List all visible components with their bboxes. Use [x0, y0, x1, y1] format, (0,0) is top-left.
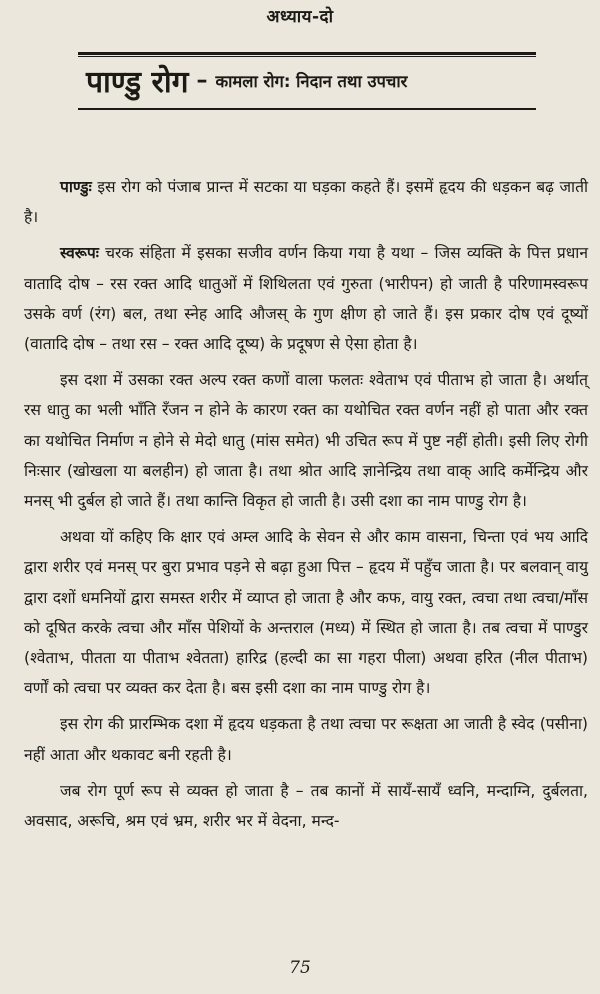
title-rule-top-thin: [78, 56, 536, 57]
title-rule-top: [78, 52, 536, 55]
title-subtitle: कामला रोग: निदान तथा उपचार: [215, 72, 408, 91]
page-number: 75: [289, 958, 311, 978]
chapter-title: [86, 60, 407, 101]
paragraph: [24, 776, 588, 836]
paragraph: [24, 522, 588, 703]
paragraph: [24, 238, 588, 359]
paragraph-text: इस रोग की प्रारम्भिक दशा में हृदय धड़कता है तथा त्वचा पर रूक्षता आ जाती है स्वेद (पसीना) नहीं आता और थकावट बनी रहती है।: [24, 715, 588, 764]
chapter-heading: अध्याय-दो: [266, 7, 334, 27]
title-dash: –: [196, 68, 208, 93]
paragraph-lead: पाण्डुः: [60, 178, 92, 196]
paragraph: [24, 709, 588, 769]
paragraph: [24, 365, 588, 516]
body-text: [24, 172, 588, 842]
title-rule-bottom: [78, 108, 536, 110]
paragraph-text: जब रोग पूर्ण रूप से व्यक्त हो जाता है – तब कानों में सायँ-सायँ ध्वनि, मन्दाग्नि, दुर्बलता, अवसाद, अरूचि, श्रम एवं भ्रम, शरीर भर में वेदना, मन्द-: [24, 781, 588, 831]
paragraph-text: अथवा यों कहिए कि क्षार एवं अम्ल आदि के सेवन से और काम वासना, चिन्ता एवं भय आदि द्वारा शरीर एवं मनस् पर बुरा प्रभाव पड़ने से बढ़ा हुआ पित्त – हृदय में पहुँच जाता है। पर बलवान् वायु द्वारा दशों धमनियों द्वारा समस्त शरीर में व्याप्त हो जाता है और कफ, वायु रक्त, त्वचा तथा त्वचा/माँस को दूषित करके त्वचा और माँस पेशियों के अन्तराल (मध्य) में स्थित हो जाता है। तब त्वचा में पाण्डुर (श्वेताभ, पीतता या पीताभ श्वेतता) हारिद्र (हल्दी का सा गहरा पीला) अथवा हरित (नील पीताभ) वर्णों को त्वचा पर व्यक्त कर देता है। बस इसी दशा का नाम पाण्डु रोग है।: [24, 528, 588, 698]
paragraph-text: चरक संहिता में इसका सजीव वर्णन किया गया है यथा – जिस व्यक्ति के पित्त प्रधान वातादि दोष – रस रक्त आदि धातुओं में शिथिलता एवं गुरुता (भारीपन) हो जाती है परिणामस्वरूप उसके वर्ण (रंग) बल, तथा स्नेह आदि औजस् के गुण क्षीण हो जाते हैं। इस प्रकार दोष एवं दूष्यों (वातादि दोष – तथा रस – रक्त आदि दूष्य) के प्रदूषण से ऐसा होता है।: [24, 244, 588, 354]
paragraph-text: इस रोग को पंजाब प्रान्त में सटका या घड़का कहते हैं। इसमें हृदय की धड़कन बढ़ जाती है।: [24, 178, 588, 227]
paragraph: [24, 172, 588, 232]
paragraph-lead: स्वरूपः: [60, 244, 99, 263]
paragraph-text: इस दशा में उसका रक्त अल्प रक्त कणों वाला फलतः श्वेताभ एवं पीताभ हो जाता है। अर्थात् रस धातु का भली भाँति रँजन न होने के कारण रक्त का यथोचित रक्त वर्णन नहीं हो पाता और रक्त का यथोचित निर्माण न होने से मेदो धातु (मांस समेत) भी उचित रूप में पुष्ट नहीं होती। इसी लिए रोगी निःसार (खोखला या बलहीन) हो जाता है। तथा श्रोत आदि ज्ञानेन्द्रिय तथा वाक् आदि कर्मेन्द्रिय और मनस् भी दुर्बल हो जाते हैं। तथा कान्ति विकृत हो जाती है। उसी दशा का नाम पाण्डु रोग है।: [24, 371, 588, 511]
title-main: पाण्डु रोग: [86, 65, 189, 100]
